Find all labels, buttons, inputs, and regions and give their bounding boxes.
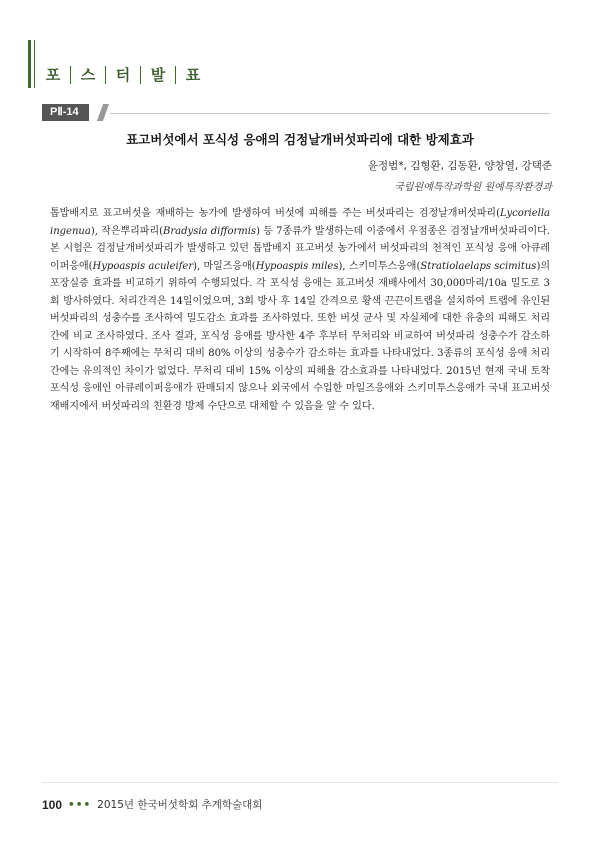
section-char: 발 bbox=[150, 66, 166, 84]
section-title bbox=[42, 64, 204, 85]
page-footer bbox=[42, 797, 262, 812]
paper-title: 표고버섯에서 포식성 응애의 검정날개버섯파리에 대한 방제효과 bbox=[126, 132, 474, 147]
section-char: 스 bbox=[80, 66, 96, 84]
abstract-text: ), 작은뿌리파리( bbox=[90, 225, 164, 237]
header-bar bbox=[28, 40, 31, 88]
scientific-name: Hypoaspis aculeifer bbox=[92, 260, 194, 272]
poster-code-badge: PⅡ-14 bbox=[42, 104, 89, 121]
scientific-name: Stratiolaelaps scimitus bbox=[420, 260, 537, 272]
paper-authors: 윤정범*, 김형환, 김동환, 양창열, 강택준 bbox=[367, 160, 552, 172]
abstract-text: ), 스키미투스응애( bbox=[338, 260, 421, 272]
section-divider bbox=[70, 66, 71, 84]
footer-divider bbox=[42, 782, 558, 783]
abstract-body bbox=[50, 205, 550, 415]
section-divider bbox=[140, 66, 141, 84]
page-number: 100 bbox=[42, 797, 63, 812]
section-divider bbox=[105, 66, 106, 84]
section-divider bbox=[175, 66, 176, 84]
abstract-text: 톱밥배지로 표고버섯을 재배하는 농가에 발생하여 버섯에 피해를 주는 버섯파리는 검정날개버섯파리( bbox=[50, 208, 500, 219]
footer-dots: ••• bbox=[68, 798, 92, 811]
scientific-name: Hypoaspis miles bbox=[255, 260, 339, 272]
conference-name: 2015년 한국버섯학회 추계학술대회 bbox=[97, 799, 263, 811]
abstract-text: )의 포장실증 효과를 비교하기 위하여 수행되었다. 각 포식성 응애는 표고버섯 재배사에서 30,000마리/10a 밀도로 3회 방사하였다. 처리간격은 14일이었으며, 3회 방사 후 14일 간격으로 황색 끈끈이트랩을 설치하여 트랩에 유인된 버섯파리의 성충수를 조사하여 밀도감소 효과를 조사하였다. 또한 버섯 균사 및 자실체에 대한 유충의 피해도 처리간에 비교 조사하였다. 조사 결과, 포식성 응애를 방사한 4주 후부터 무처리와 비교하여 버섯파리 성충수가 감소하기 시작하여 8주째에는 무처리 대비 80% 이상의 성충수가 감소하는 효과를 나타내었다. 3종류의 포식성 응애 처리간에는 유의적인 차이가 없었다. 무처리 대비 15% 이상의 피해율 감소효과를 나타내었다. 2015년 현재 국내 토착 포식성 응애인 아큐레이퍼응애가 판매되지 않으나 외국에서 수입한 마일즈응애와 스키미투스응애가 국내 표고버섯 재배지에서 버섯파리의 친환경 방제 수단으로 대체할 수 있음을 알 수 있다. bbox=[50, 260, 550, 412]
abstract-text: ) 등 7종류가 발생하는데 이중에서 우점종은 검정날개버섯파리이다. 본 시험은 검정날개버섯파리가 발생하고 있던 톱밥배지 표고버섯 농가에서 버섯파리의 천적인 포식성 응애 아큐레이퍼응애( bbox=[50, 225, 550, 272]
scientific-name: Lycoriella ingenua bbox=[50, 208, 550, 237]
paper-affiliation: 국립원예특작과학원 원예특작환경과 bbox=[394, 182, 552, 193]
poster-code-row bbox=[42, 104, 552, 122]
section-char: 포 bbox=[45, 66, 61, 84]
abstract-text: ), 마일즈응애( bbox=[193, 260, 256, 272]
section-char: 표 bbox=[185, 66, 201, 84]
badge-rule bbox=[110, 113, 550, 114]
section-char: 터 bbox=[115, 66, 131, 84]
scientific-name: Bradysia difformis bbox=[163, 225, 257, 237]
header-bar-thin bbox=[34, 40, 35, 88]
badge-stripe bbox=[97, 104, 109, 121]
section-header bbox=[28, 40, 201, 90]
